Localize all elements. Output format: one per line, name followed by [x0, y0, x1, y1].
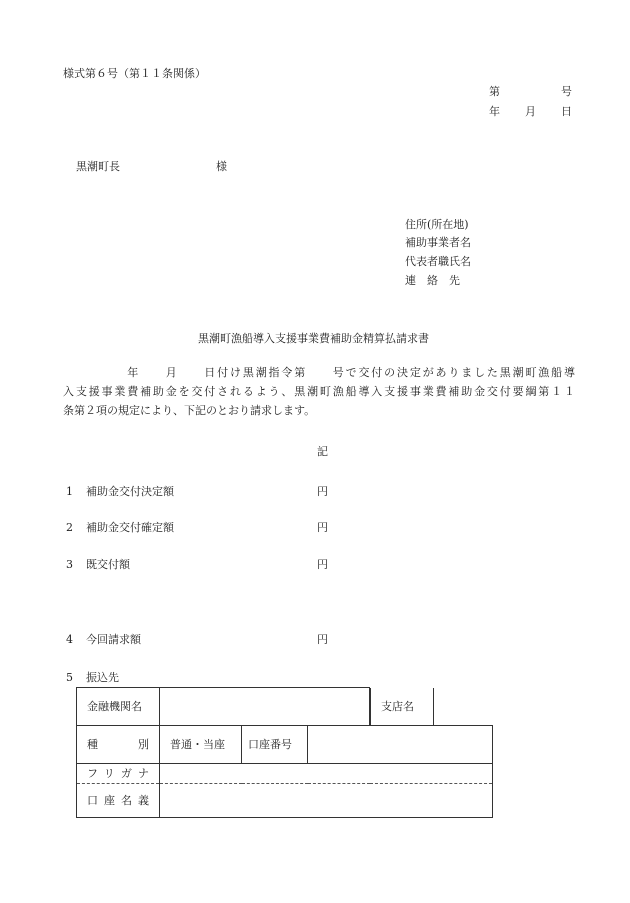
account-holder-label: 口座名義 — [77, 784, 160, 818]
item-2-label: 補助金交付確定額 — [86, 521, 174, 534]
date-month: 月 — [525, 105, 536, 118]
item-3-number: 3 — [66, 558, 73, 571]
addressee-honorific: 様 — [216, 160, 227, 173]
furigana-field[interactable] — [160, 764, 493, 784]
doc-number-suffix: 号 — [561, 85, 572, 98]
account-holder-field[interactable] — [160, 784, 493, 818]
addressee-name: 黒潮町長 — [76, 160, 120, 173]
applicant-representative-label: 代表者職氏名 — [405, 255, 471, 268]
furigana-row — [77, 764, 493, 784]
item-2-number: 2 — [66, 521, 73, 534]
item-1-label: 補助金交付決定額 — [86, 485, 174, 498]
branch-label: 支店名 — [371, 688, 434, 725]
account-type-label: 種 別 — [77, 726, 160, 764]
body-line-3: 条第２項の規定により、下記のとおり請求します。 — [63, 404, 316, 417]
body-line-1: 年 月 日付け黒潮指令第 号で交付の決定がありました黒潮町漁船導 — [63, 366, 575, 379]
bank-name-label: 金融機関名 — [77, 688, 160, 726]
bank-name-field[interactable] — [160, 688, 370, 726]
form-number: 様式第６号（第１１条関係） — [63, 67, 206, 80]
account-number-label: 口座番号 — [242, 726, 308, 764]
item-1-unit: 円 — [317, 485, 328, 498]
doc-number-prefix: 第 — [489, 85, 500, 98]
date-year: 年 — [489, 105, 500, 118]
item-1-number: 1 — [66, 485, 73, 498]
holder-row — [77, 784, 493, 818]
item-4-label: 今回請求額 — [86, 633, 141, 646]
branch-field[interactable] — [434, 688, 493, 725]
item-5-label: 振込先 — [86, 671, 119, 684]
body-paragraph — [63, 363, 575, 420]
applicant-business-label: 補助事業者名 — [405, 236, 471, 249]
bank-transfer-table — [76, 687, 493, 818]
date-day: 日 — [561, 105, 572, 118]
item-4-number: 4 — [66, 633, 73, 646]
item-5-number: 5 — [66, 671, 73, 684]
applicant-address-label: 住所(所在地) — [405, 218, 469, 231]
account-type-value[interactable]: 普通・当座 — [160, 726, 242, 764]
item-3-label: 既交付額 — [86, 558, 130, 571]
applicant-contact-label: 連 絡 先 — [405, 274, 460, 287]
document-title: 黒潮町漁船導入支援事業費補助金精算払請求書 — [198, 332, 429, 345]
bank-row — [77, 688, 493, 726]
branch-cell — [370, 688, 493, 726]
item-3-unit: 円 — [317, 558, 328, 571]
type-row — [77, 726, 493, 764]
item-2-unit: 円 — [317, 521, 328, 534]
ki-heading: 記 — [317, 445, 328, 458]
account-number-field[interactable] — [308, 726, 493, 764]
body-line-2: 入支援事業費補助金を交付されるよう、黒潮町漁船導入支援事業費補助金交付要綱第１１ — [63, 385, 575, 398]
item-4-unit: 円 — [317, 633, 328, 646]
furigana-label: フリガナ — [77, 764, 160, 784]
